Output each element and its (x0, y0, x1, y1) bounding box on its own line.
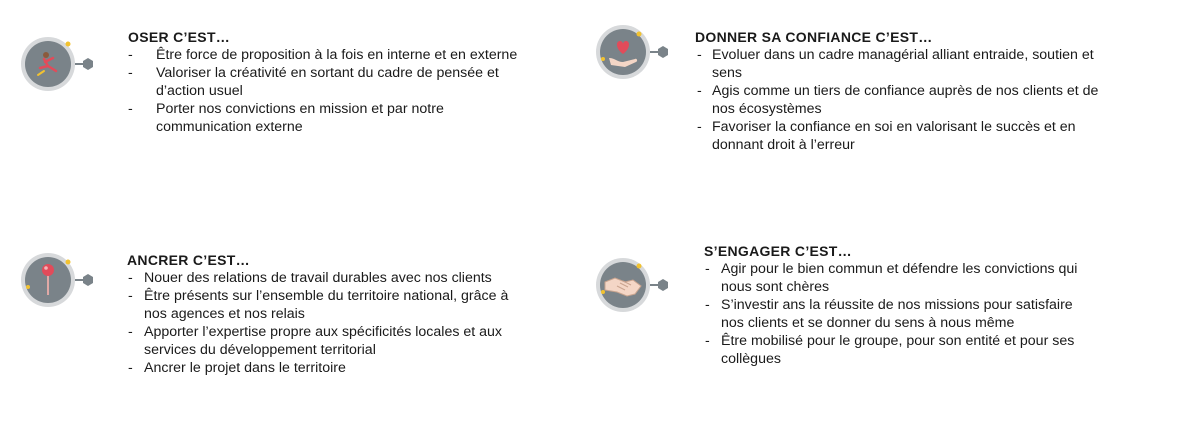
list-item: - Valoriser la créativité en sortant du cadre de pensée et d’action usuel (128, 65, 499, 99)
list-item: - Nouer des relations de travail durables avec nos clients (128, 270, 492, 286)
list-item: - Evoluer dans un cadre managérial alliant entraide, soutien et sens (697, 47, 1094, 81)
handshake-icon (595, 256, 675, 318)
bullet-list (128, 46, 518, 136)
heart-in-hand-icon (595, 23, 675, 85)
list-item: - Apporter l’expertise propre aux spécificités locales et aux services du développement territorial (128, 324, 503, 358)
section-title: ANCRER C’EST… (127, 252, 250, 268)
bullet-list (128, 269, 528, 377)
pin-icon (20, 251, 100, 313)
section-ancrer (0, 200, 560, 424)
list-item: - Agis comme un tiers de confiance auprès de nos clients et de nos écosystèmes (697, 83, 1099, 117)
runner-icon (20, 35, 100, 97)
bullet-list (705, 260, 1095, 368)
section-title: S’ENGAGER C’EST… (704, 243, 852, 259)
section-title: DONNER SA CONFIANCE C’EST… (695, 29, 933, 45)
list-item: - S’investir ans la réussite de nos missions pour satisfaire nos clients et se donner du sens à nous même (705, 297, 1073, 331)
list-item: - Être mobilisé pour le groupe, pour son entité et pour ses collègues (705, 333, 1075, 367)
list-item: - Ancrer le projet dans le territoire (128, 360, 346, 376)
list-item: - Porter nos convictions en mission et par notre communication externe (128, 101, 444, 135)
list-item: - Être présents sur l’ensemble du territoire national, grâce à nos agences et nos relais (128, 288, 509, 322)
section-title: OSER C’EST… (128, 29, 231, 45)
list-item: - Favoriser la confiance en soi en valorisant le succès et en donnant droit à l’erreur (697, 119, 1076, 153)
section-donner-confiance (560, 0, 1179, 200)
bullet-list (697, 46, 1107, 154)
section-engager (560, 200, 1179, 424)
list-item: - Être force de proposition à la fois en interne et en externe (128, 47, 518, 63)
list-item: - Agir pour le bien commun et défendre les convictions qui nous sont chères (705, 261, 1078, 295)
section-oser (0, 0, 560, 200)
